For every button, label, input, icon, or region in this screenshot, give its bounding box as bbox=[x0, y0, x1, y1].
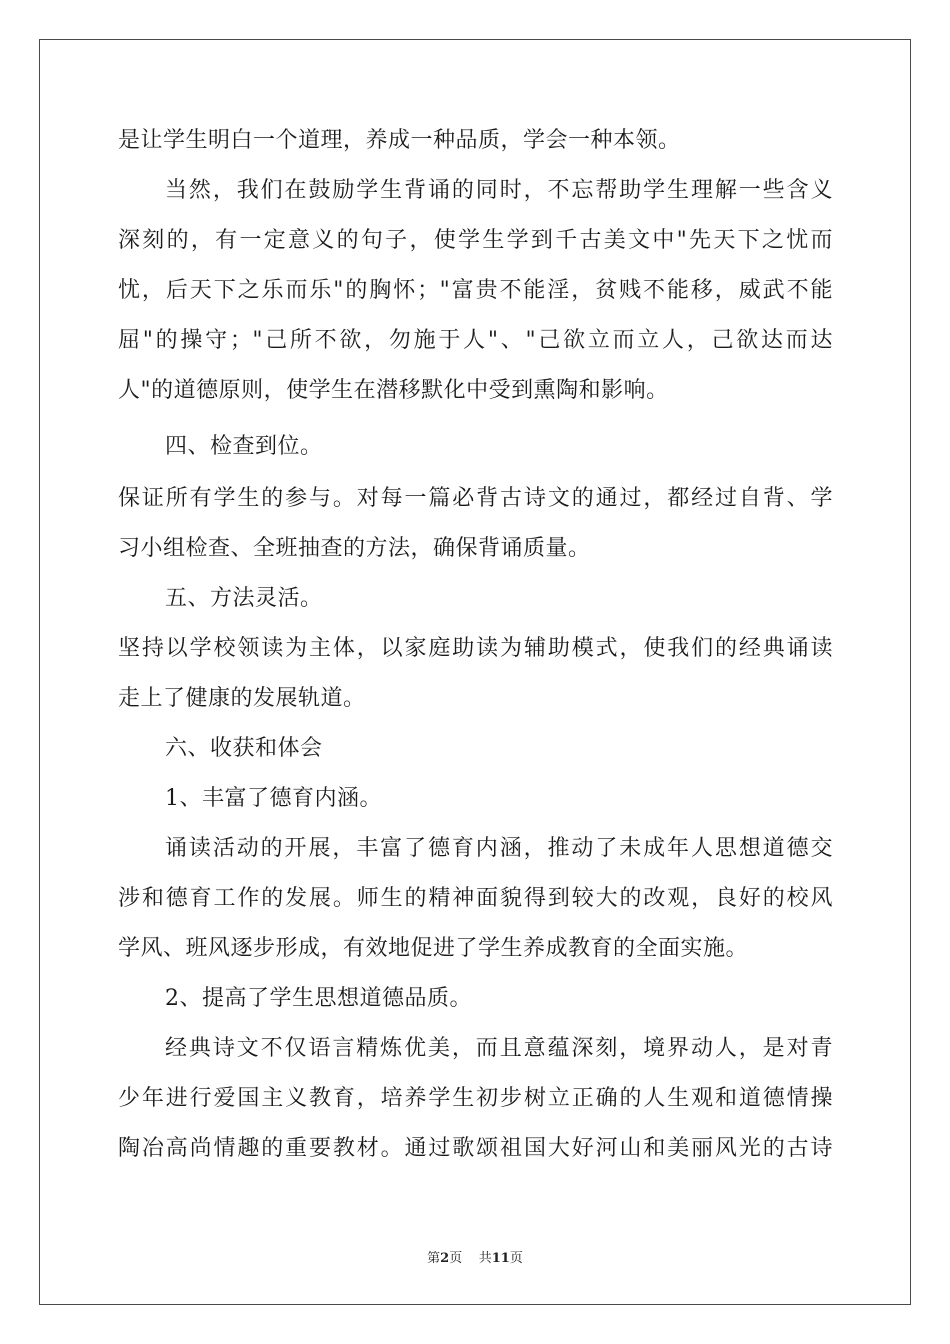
text-line: 屈"的操守；"己所不欲，勿施于人"、"己欲立而立人，己欲达而达 bbox=[118, 328, 833, 353]
page-footer bbox=[0, 1247, 950, 1266]
text-line: 涉和德育工作的发展。师生的精神面貌得到较大的改观，良好的校风 bbox=[118, 886, 833, 911]
text-line: 走上了健康的发展轨道。 bbox=[118, 686, 366, 711]
text-line: 人"的道德原则，使学生在潜移默化中受到熏陶和影响。 bbox=[118, 378, 669, 403]
total-pages: 11 bbox=[491, 1251, 510, 1266]
text-line: 诵读活动的开展，丰富了德育内涵，推动了未成年人思想道德交 bbox=[165, 836, 833, 861]
total-label-prefix: 共 bbox=[478, 1251, 492, 1266]
text-line: 当然，我们在鼓励学生背诵的同时，不忘帮助学生理解一些含义 bbox=[165, 178, 833, 203]
section-heading: 五、方法灵活。 bbox=[165, 586, 323, 611]
text-line: 保证所有学生的参与。对每一篇必背古诗文的通过，都经过自背、学 bbox=[118, 486, 833, 511]
page-label-suffix: 页 bbox=[449, 1251, 463, 1266]
text-line: 坚持以学校领读为主体，以家庭助读为辅助模式，使我们的经典诵读 bbox=[118, 636, 833, 661]
text-line: 学风、班风逐步形成，有效地促进了学生养成教育的全面实施。 bbox=[118, 936, 749, 961]
text-line: 忧，后天下之乐而乐"的胸怀；"富贵不能淫，贫贱不能移，威武不能 bbox=[118, 278, 833, 303]
total-label-suffix: 页 bbox=[509, 1251, 523, 1266]
subsection-heading: 1、丰富了德育内涵。 bbox=[165, 786, 382, 811]
section-heading: 六、收获和体会 bbox=[165, 736, 323, 761]
text-line: 陶冶高尚情趣的重要教材。通过歌颂祖国大好河山和美丽风光的古诗 bbox=[118, 1136, 833, 1161]
subsection-heading: 2、提高了学生思想道德品质。 bbox=[165, 986, 472, 1011]
section-heading: 四、检查到位。 bbox=[165, 434, 323, 459]
text-line: 深刻的，有一定意义的句子，使学生学到千古美文中"先天下之忧而 bbox=[118, 228, 833, 253]
text-line: 少年进行爱国主义教育，培养学生初步树立正确的人生观和道德情操 bbox=[118, 1086, 833, 1111]
text-line: 习小组检查、全班抽查的方法，确保背诵质量。 bbox=[118, 536, 591, 561]
text-line: 经典诗文不仅语言精炼优美，而且意蕴深刻，境界动人，是对青 bbox=[165, 1036, 833, 1061]
page-label-prefix: 第 bbox=[427, 1251, 441, 1266]
page-number: 2 bbox=[440, 1251, 450, 1266]
text-line: 是让学生明白一个道理，养成一种品质，学会一种本领。 bbox=[118, 128, 681, 153]
